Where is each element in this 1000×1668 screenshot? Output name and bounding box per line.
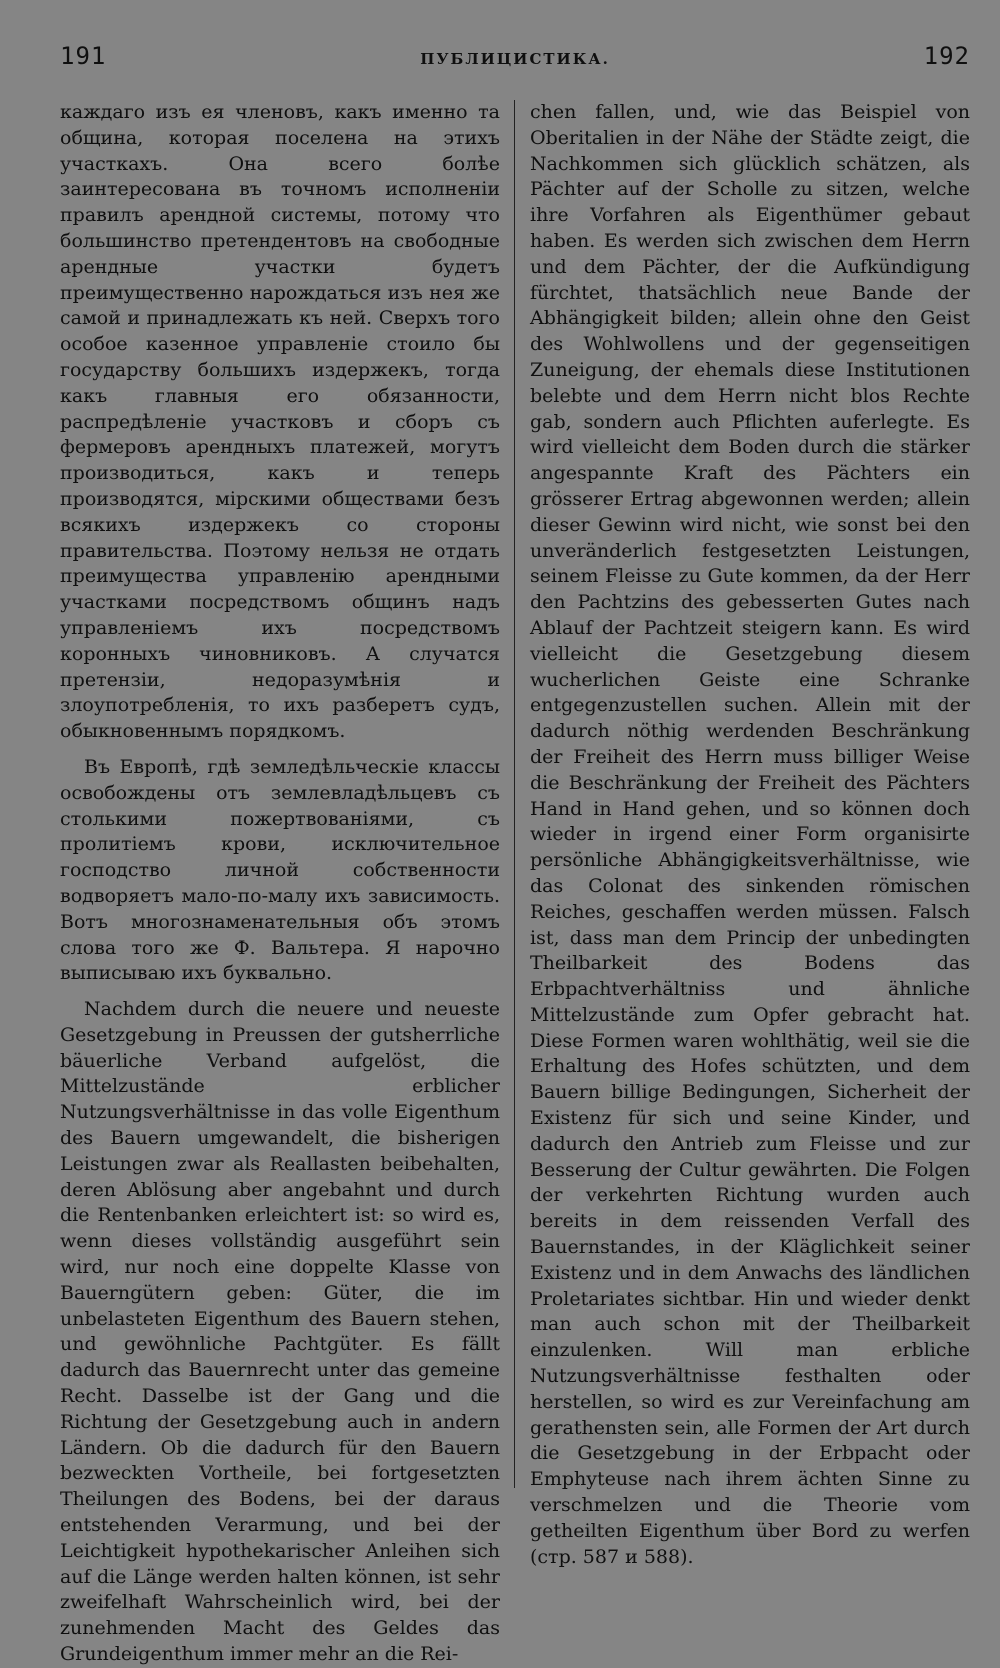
page-number-right: 192 (923, 42, 970, 70)
quotation-paragraph: Nachdem durch die neuere und neueste Gesetzgebung in Preussen der gutsherrliche bäuerliche Verband aufgelöst, die Mittelzustände erblicher Nutzungsverhältnisse in das volle Eigenthum des Bauern umgewandelt, die bisherigen Leistungen zwar als Reallasten beibehalten, deren Ablösung aber angebahnt und durch die Rentenbanken erleichtert ist: so wird es, wenn dieses vollständig ausgeführt sein wird, nur noch eine doppelte Klasse von Bauerngütern geben: Güter, die im unbelasteten Eigenthum des Bauern stehen, und gewöhnliche Pachtgüter. Es fällt dadurch das Bauernrecht unter das gemeine Recht. Dasselbe ist der Gang und die Richtung der Gesetzgebung auch in andern Ländern. Ob die dadurch für den Bauern bezweckten Vortheile, bei fortgesetzten Theilungen des Bodens, bei der daraus entstehenden Verarmung, und bei der Leichtigkeit hypothekarischer Anleihen sich auf die Länge werden halten können, ist sehr zweifelhaft Wahrscheinlich wird, bei der zunehmenden Macht des Geldes das Grundeigenthum immer mehr an die Rei- (60, 998, 500, 1666)
paragraph: каждаго изъ ея членовъ, какъ именно та община, которая поселена на этихъ участкахъ. Она всего болѣе заинтересована въ точномъ исполненіи правилъ арендной системы, потому что большинство претендентовъ на свободные арендные участки будетъ преимущественно нарождаться изъ нея же самой и принадлежать къ ней. Сверхъ того особое казенное управленіе стоило бы государству большихъ издержекъ, тогда какъ главныя его обязанности, распредѣленіе участковъ и сборъ съ фермеровъ арендныхъ платежей, могутъ производиться, какъ и теперь производятся, мірскими обществами безъ всякихъ издержекъ со стороны правительства. Поэтому нельзя не отдать преимущества управленію арендными участками посредствомъ общинъ надъ управленіемъ ихъ посредствомъ коронныхъ чиновниковъ. А случатся претензіи, недоразумѣнія и злоупотребленія, то ихъ разберетъ судъ, обыкновеннымъ порядкомъ. (60, 101, 500, 743)
left-column (60, 100, 500, 1668)
quotation-paragraph: chen fallen, und, wie das Beispiel von Oberitalien in der Nähe der Städte zeigt, die Nachkommen sich glücklich schätzen, als Pächter auf der Scholle zu sitzen, welche ihre Vorfahren als Eigenthümer gebaut haben. Es werden sich zwischen dem Herrn und dem Pächter, der die Aufkündigung fürchtet, thatsächlich neue Bande der Abhängigkeit bilden; allein ohne den Geist des Wohlwollens und der gegenseitigen Zuneigung, der ehemals diese Institutionen belebte und dem Herrn nicht blos Rechte gab, sondern auch Pflichten auferlegte. Es wird vielleicht dem Boden durch die stärker angespannte Kraft des Pächters ein grösserer Ertrag abgewonnen werden; allein dieser Gewinn wird nicht, wie sonst bei den unveränderlich festgesetzten Leistungen, seinem Fleisse zu Gute kommen, da der Herr den Pachtzins des gebesserten Gutes nach Ablauf der Pachtzeit steigern kann. Es wird vielleicht die Gesetzgebung diesem wucherlichen Geiste eine Schranke entgegenzustellen suchen. Allein mit der dadurch nöthig werdenden Beschränkung der Freiheit des Herrn muss billiger Weise die Beschränkung der Freiheit des Pächters Hand in Hand gehen, und so können doch wieder in irgend einer Form organisirte persönliche Abhängigkeitsverhältnisse, wie das Colonat des sinkenden römischen Reiches, geschaffen werden müssen. Falsch ist, dass man dem Princip der unbedingten Theilbarkeit des Bodens das Erbpachtverhältniss und ähnliche Mittelzustände zum Opfer gebracht hat. Diese Formen waren wohlthätig, weil sie die Erhaltung des Hofes schützten, und dem Bauern billige Bedingungen, Sicherheit der Existenz für sich und seine Kinder, und dadurch den Antrieb zum Fleisse und zur Besserung der Cultur gewährten. Die Folgen der verkehrten Richtung wurden auch bereits in dem reissenden Verfall des Bauernstandes, in der Kläglichkeit seiner Existenz und in dem Anwachs des ländlichen Proletariates sichtbar. Hin und wieder denkt man auch schon mit der Theilbarkeit einzulenken. Will man erbliche Nutzungsverhältnisse festhalten oder herstellen, so wird es zur Vereinfachung am gerathensten sein, alle Formen der Art durch die Gesetzgebung in der Erbpacht oder Emphyteuse nach ihrem ächten Sinne zu verschmelzen und die Theorie vom getheilten Eigenthum über Bord zu werfen (стр. 587 и 588). (530, 101, 970, 1568)
paragraph: Въ Европѣ, гдѣ земледѣльческіе классы освобождены отъ землевладѣльцевъ съ столькими пожертвованіями, съ пролитіемъ крови, исключительное господство личной собственности водворяетъ мало-по-малу ихъ зависимость. Вотъ многознаменательныя объ этомъ слова того же Ф. Вальтера. Я нарочно выписываю ихъ буквально. (60, 755, 500, 985)
right-column (530, 100, 970, 1570)
page-number-left: 191 (60, 42, 107, 70)
column-divider (514, 100, 515, 1488)
page-header (60, 42, 970, 74)
running-title: ПУБЛИЦИСТИКА. (420, 50, 610, 68)
